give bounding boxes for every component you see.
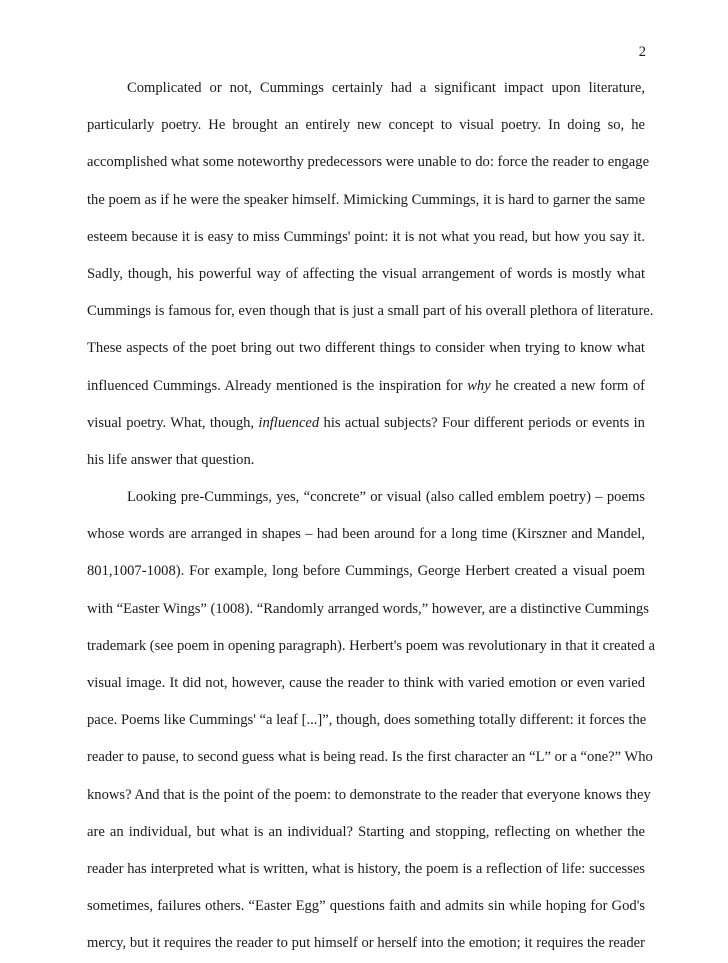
text-segment: his actual subjects? Four different periods or events in — [319, 414, 645, 431]
text-segment: he created a new form of — [490, 377, 645, 394]
text-line — [87, 405, 645, 442]
text-line: the poem as if he were the speaker himself. Mimicking Cummings, it is hard to garner the same — [87, 191, 646, 208]
emphasis-why: why — [467, 377, 491, 394]
text-line: pace. Poems like Cummings' “a leaf [...]”, though, does something totally different: it forces the — [87, 712, 647, 729]
text-segment: influenced Cummings. Already mentioned is the inspiration for — [87, 377, 468, 394]
text-line — [87, 368, 645, 405]
page-number: 2 — [638, 44, 646, 60]
text-line: are an individual, but what is an individual? Starting and stopping, reflecting on whether the — [87, 823, 645, 840]
paragraph — [87, 479, 655, 962]
text-line: with “Easter Wings” (1008). “Randomly arranged words,” however, are a distinctive Cummings — [87, 600, 649, 617]
emphasis-influenced: influenced — [258, 414, 320, 431]
body-text — [87, 70, 655, 963]
text-line: his life answer that question. — [87, 451, 255, 468]
text-line: trademark (see poem in opening paragraph). Herbert's poem was revolutionary in that it created a — [87, 637, 655, 654]
text-line: Looking pre-Cummings, yes, “concrete” or visual (also called emblem poetry) – poems — [127, 489, 645, 506]
text-line: 801,1007-1008). For example, long before Cummings, George Herbert created a visual poem — [87, 563, 645, 580]
text-line: whose words are arranged in shapes – had been around for a long time (Kirszner and Mandel, — [87, 526, 645, 543]
text-line: knows? And that is the point of the poem: to demonstrate to the reader that everyone knows they — [87, 786, 651, 803]
text-line: accomplished what some noteworthy predecessors were unable to do: force the reader to engage — [87, 154, 650, 171]
text-line: mercy, but it requires the reader to put himself or herself into the emotion; it requires the reader — [87, 935, 645, 952]
text-line: visual image. It did not, however, cause the reader to think with varied emotion or even varied — [87, 675, 645, 691]
text-line: Sadly, though, his powerful way of affecting the visual arrangement of words is mostly what — [87, 265, 645, 282]
text-segment: visual poetry. What, though, — [87, 414, 259, 431]
text-line: These aspects of the poet bring out two different things to consider when trying to know what — [87, 340, 645, 357]
text-line: particularly poetry. He brought an entirely new concept to visual poetry. In doing so, he — [87, 117, 645, 134]
text-line: sometimes, failures others. “Easter Egg” questions faith and admits sin while hoping for God's — [87, 898, 645, 915]
text-line: reader to pause, to second guess what is being read. Is the first character an “L” or a “one?” Who — [87, 749, 653, 766]
text-line: reader has interpreted what is written, what is history, the poem is a reflection of life: successes — [87, 860, 645, 877]
text-line: esteem because it is easy to miss Cummings' point: it is not what you read, but how you say it. — [87, 228, 645, 245]
text-line: Complicated or not, Cummings certainly had a significant impact upon literature, — [127, 80, 645, 96]
text-line: Cummings is famous for, even though that is just a small part of his overall plethora of literature. — [87, 303, 654, 320]
paragraph — [87, 70, 654, 479]
